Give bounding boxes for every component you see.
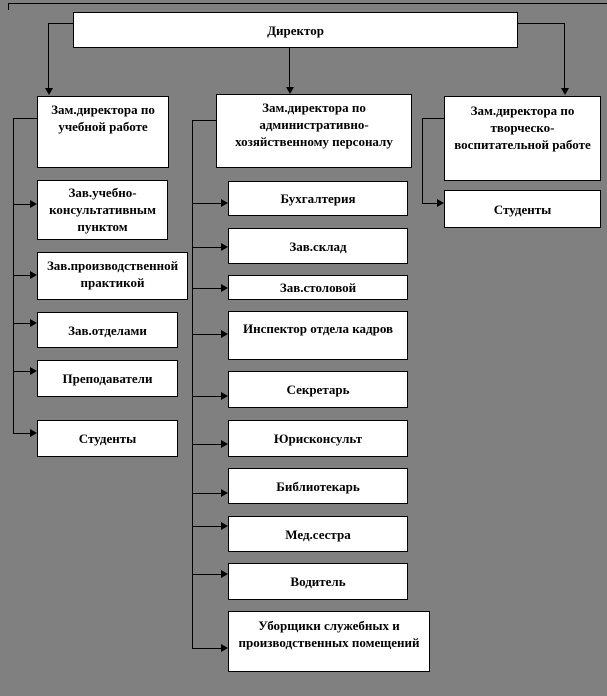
connector-line	[13, 433, 31, 434]
connector-line	[564, 23, 565, 88]
connector-line	[48, 23, 73, 24]
connector-line	[289, 48, 290, 87]
connector-line	[192, 120, 216, 121]
box-label-line: Секретарь	[286, 382, 350, 397]
arrowhead-right	[30, 319, 37, 327]
box-label-line: Студенты	[493, 201, 552, 217]
connector-line	[13, 371, 31, 372]
box-label-line: Зав.отделами	[68, 322, 147, 338]
box-label-line: Преподаватели	[62, 371, 153, 386]
admin-item-box	[228, 311, 408, 360]
box-label-line: производственных помещений	[238, 635, 420, 650]
connector-line	[192, 247, 222, 248]
creative-item-box	[444, 190, 601, 228]
arrowhead-down	[561, 88, 569, 95]
box-label-line: Бухгалтерия	[280, 191, 356, 206]
box-label-line: Уборщики служебных и	[258, 618, 400, 633]
arrowhead-right	[30, 367, 37, 375]
arrowhead-down	[286, 87, 294, 94]
deputy-academic-box	[37, 96, 169, 168]
admin-item-box	[228, 371, 408, 408]
box-label-line: Зав.столовой	[279, 280, 357, 295]
box-label-line: пунктом	[77, 219, 128, 234]
arrowhead-right	[221, 644, 228, 652]
academic-item-box	[37, 312, 178, 348]
box-label-line: Мед.сестра	[285, 526, 351, 542]
connector-line	[192, 396, 222, 397]
arrowhead-right	[221, 392, 228, 400]
arrowhead-right	[221, 330, 228, 338]
deputy-creative-box	[444, 96, 601, 181]
box-label-line: Зам.директора по	[470, 103, 575, 118]
connector-line	[192, 526, 222, 527]
arrowhead-right	[221, 570, 228, 578]
connector-line	[192, 444, 222, 445]
box-label-line: Зам.директора по	[262, 100, 366, 115]
connector-line	[192, 574, 222, 575]
connector-line	[422, 203, 438, 204]
box-label-line: практикой	[80, 275, 145, 290]
connector-line	[192, 120, 193, 649]
connector-line	[192, 288, 222, 289]
arrowhead-right	[437, 199, 444, 207]
connector-line	[13, 275, 31, 276]
box-label-line: Юрисконсульт	[273, 431, 363, 446]
academic-item-box	[37, 252, 188, 300]
admin-item-box	[228, 516, 408, 552]
arrowhead-right	[221, 199, 228, 207]
frame-border-top-stub	[8, 3, 9, 10]
box-label-line: Инспектор отдела кадров	[242, 321, 394, 336]
arrowhead-right	[221, 243, 228, 251]
box-label-line: Студенты	[78, 431, 137, 446]
arrowhead-right	[221, 489, 228, 497]
box-label-line: хозяйственному персоналу	[235, 134, 393, 149]
connector-line	[422, 118, 444, 119]
director-box	[73, 12, 518, 48]
box-label-line: учебной работе	[58, 119, 148, 134]
academic-item-box	[37, 180, 168, 240]
admin-item-box	[228, 611, 430, 672]
academic-item-box	[37, 420, 178, 457]
arrowhead-right	[30, 200, 37, 208]
arrowhead-right	[30, 271, 37, 279]
arrowhead-right	[221, 284, 228, 292]
connector-line	[13, 204, 31, 205]
admin-item-box	[228, 181, 408, 216]
admin-item-box	[228, 420, 408, 457]
box-label-line: Водитель	[290, 574, 346, 589]
box-label-line: творческо-	[490, 120, 555, 135]
academic-item-box	[37, 360, 178, 397]
arrowhead-right	[221, 522, 228, 530]
admin-item-box	[228, 275, 408, 300]
box-label-line: Директор	[267, 22, 324, 38]
connector-line	[48, 23, 49, 89]
box-label-line: Зав.склад	[289, 238, 347, 254]
connector-line	[192, 203, 222, 204]
box-label-line: Зав.учебно-	[68, 185, 137, 200]
admin-item-box	[228, 468, 408, 504]
connector-line	[192, 493, 222, 494]
connector-line	[13, 118, 37, 119]
box-label-line: административно-	[259, 117, 369, 132]
box-label-line: Зав.производственной	[46, 258, 179, 273]
admin-item-box	[228, 228, 408, 264]
arrowhead-right	[30, 429, 37, 437]
deputy-admin-box	[216, 94, 412, 168]
connector-line	[422, 118, 423, 204]
connector-line	[13, 323, 31, 324]
box-label-line: консультативным	[49, 202, 156, 217]
frame-border-top	[8, 3, 607, 4]
connector-line	[192, 334, 222, 335]
admin-item-box	[228, 563, 408, 600]
connector-line	[517, 23, 564, 24]
box-label-line: Библиотекарь	[276, 478, 360, 494]
box-label-line: воспитательной работе	[454, 137, 591, 152]
connector-line	[192, 648, 222, 649]
arrowhead-down	[45, 88, 53, 95]
connector-line	[13, 118, 14, 434]
box-label-line: Зам.директора по	[51, 102, 155, 117]
arrowhead-right	[221, 440, 228, 448]
